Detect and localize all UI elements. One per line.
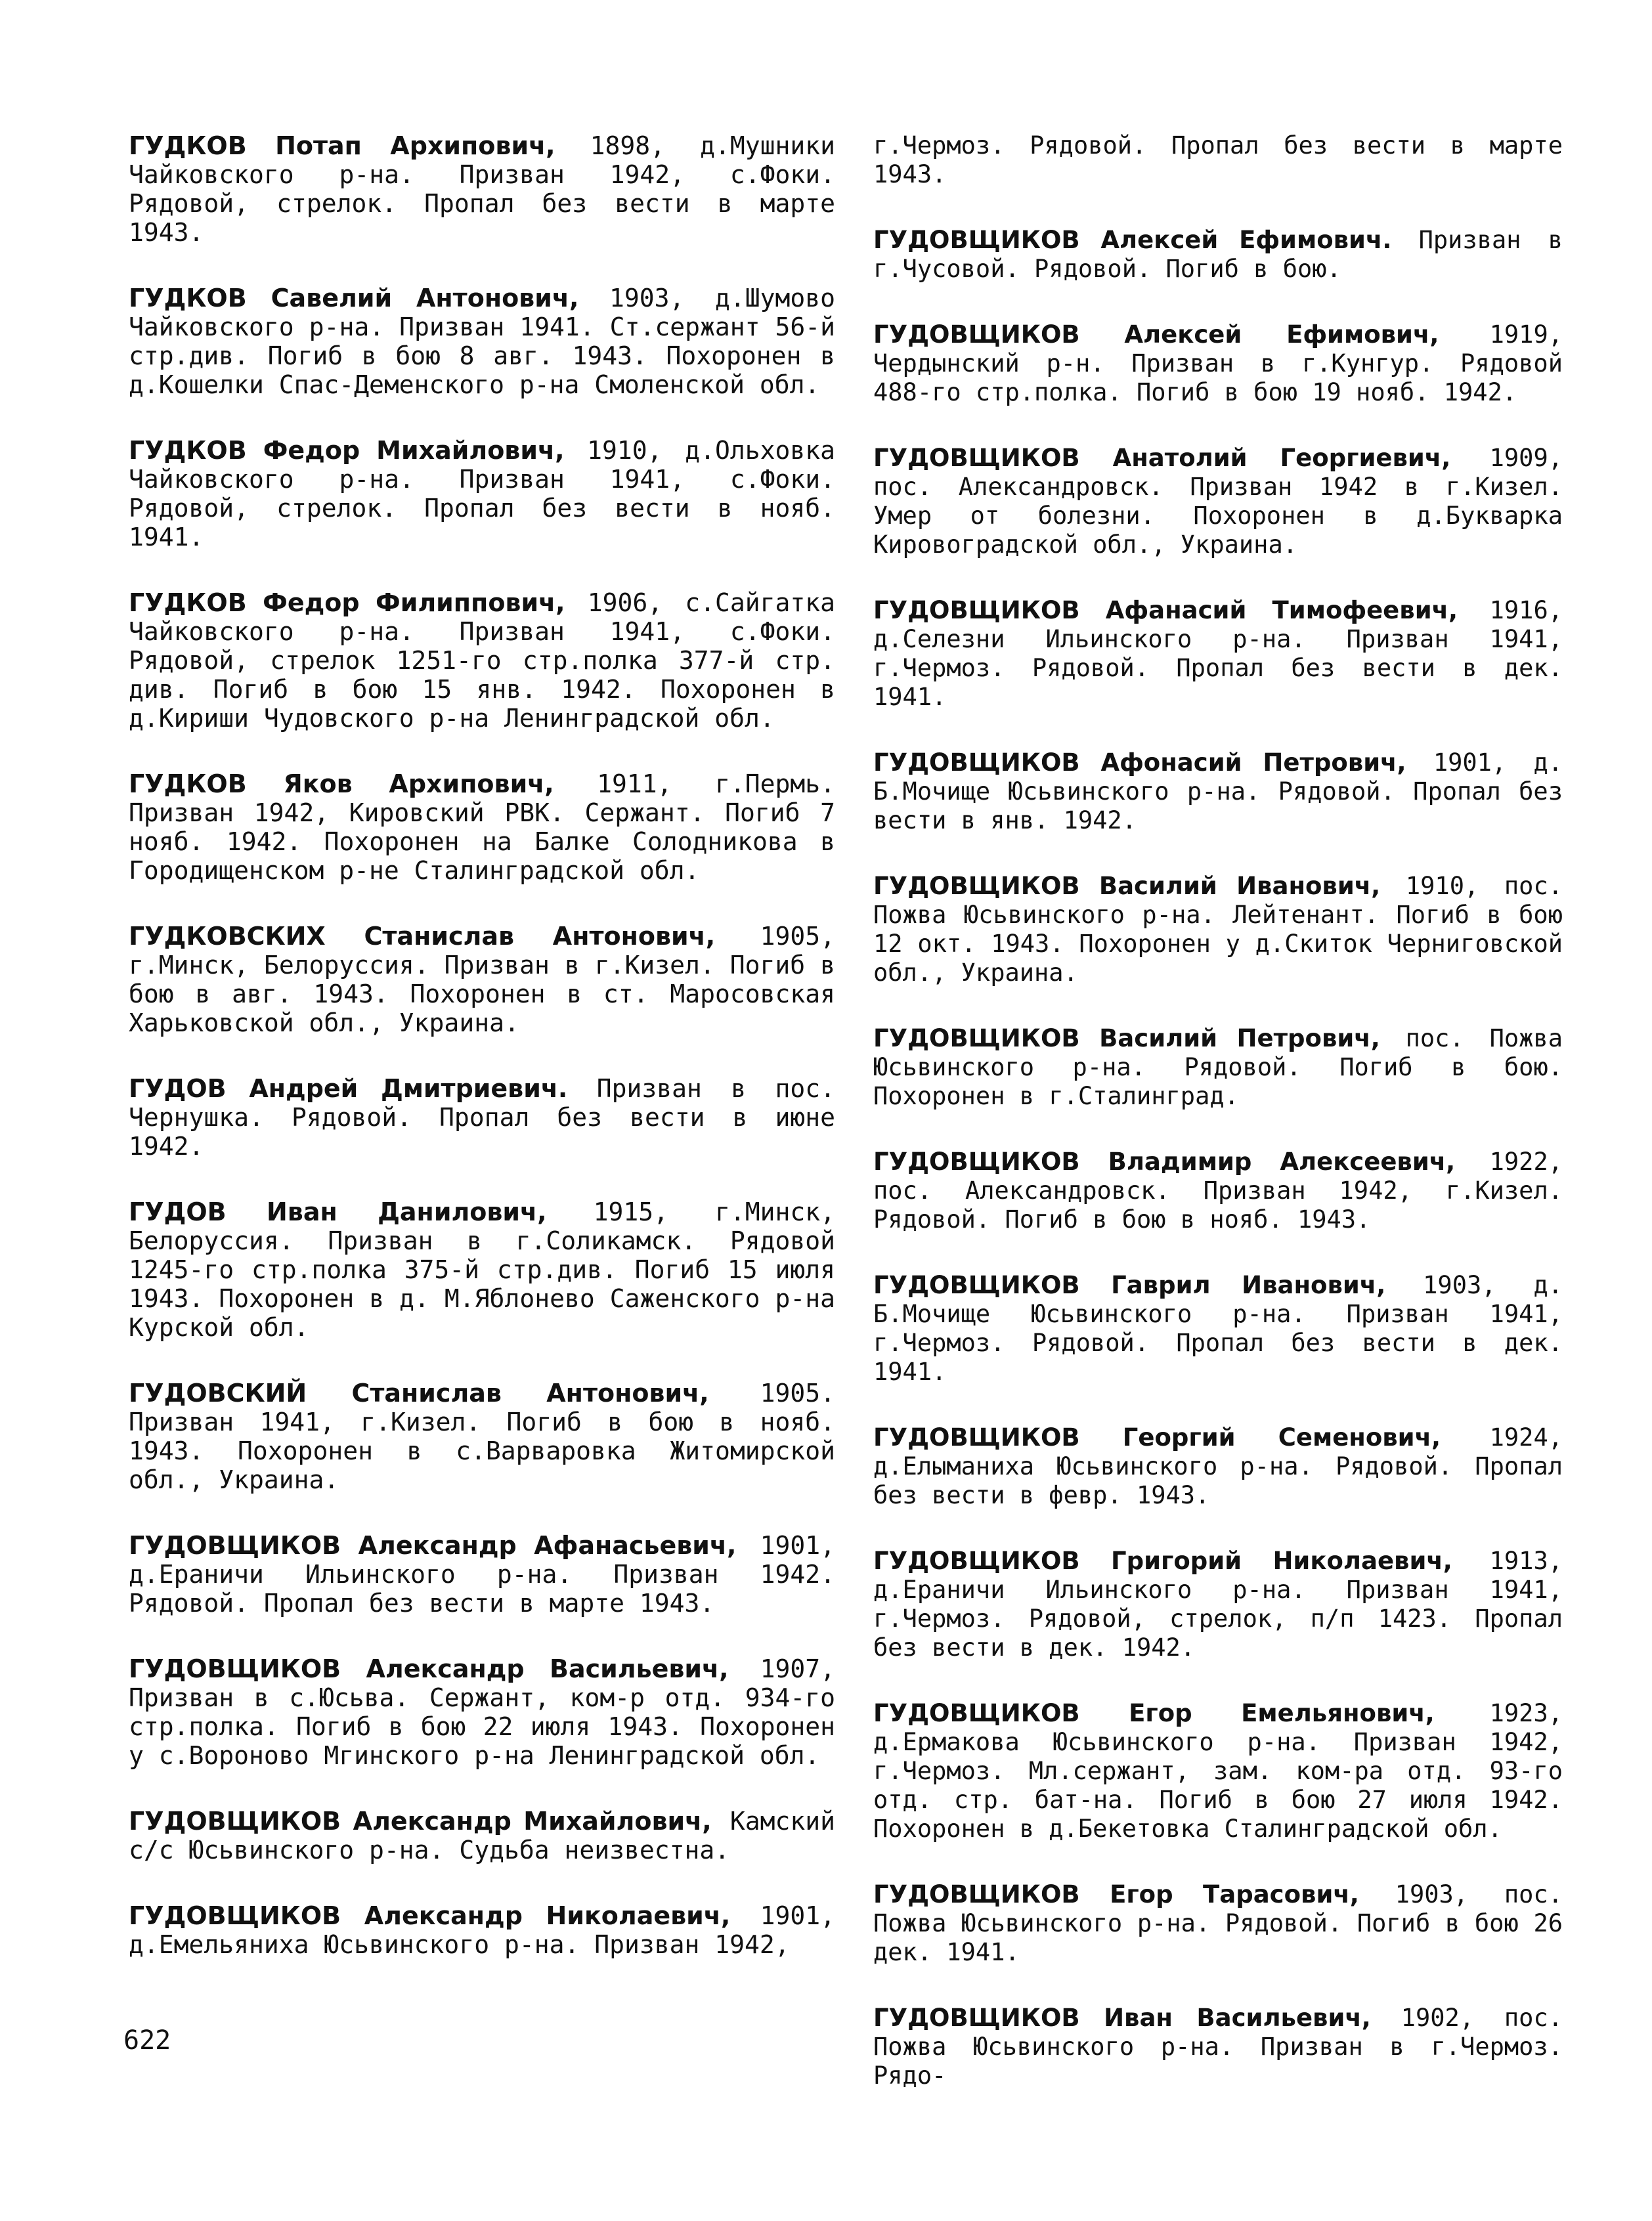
entry-name: ГУДКОВ Яков Архипович, bbox=[129, 769, 554, 798]
entry-text: 1911, г.Пермь. Призван 1942, Кировский РВК. Сержант. Погиб 7 нояб. 1942. Похоронен на Балке Солодникова в Городищенском р-не Сталинградской обл. bbox=[129, 769, 836, 885]
entry-name: ГУДКОВСКИХ Станислав Антонович, bbox=[129, 922, 716, 951]
entry-text: 1903, д. Б.Мочище Юсьвинского р-на. Призван 1941, г.Чермоз. Рядовой. Пропал без вести в дек. 1941. bbox=[873, 1271, 1563, 1386]
entry-name: ГУДОВЩИКОВ Егор Тарасович, bbox=[873, 1880, 1359, 1908]
entry bbox=[873, 1699, 1563, 1844]
entry-name: ГУДОВ Иван Данилович, bbox=[129, 1197, 547, 1226]
entry-text: 1915, г.Минск, Белоруссия. Призван в г.Соликамск. Рядовой 1245-го стр.полка 375-й стр.див. Погиб 15 июля 1943. Похоронен в д. М.Яблонево Саженского р-на Курской обл. bbox=[129, 1197, 835, 1342]
entry-text: Призван в г.Чусовой. Рядовой. Погиб в бою. bbox=[873, 226, 1563, 283]
entry-text: 1902, пос. Пожва Юсьвинского р-на. Призван в г.Чермоз. Рядо- bbox=[873, 2004, 1563, 2090]
entry-text: 1907, Призван в с.Юсьва. Сержант, ком-р отд. 934-го стр.полка. Погиб в бою 22 июля 1943. Похоронен у с.Вороново Мгинского р-на Ленинградской обл. bbox=[129, 1654, 835, 1770]
entry bbox=[873, 2004, 1563, 2090]
entry-name: ГУДОВ Андрей Дмитриевич. bbox=[129, 1074, 568, 1103]
entry-text: 1901, д.Ераничи Ильинского р-на. Призван 1942. Рядовой. Пропал без вести в марте 1943. bbox=[129, 1531, 835, 1618]
entry bbox=[129, 1901, 835, 1959]
entry bbox=[129, 1654, 835, 1770]
entry-name: ГУДОВЩИКОВ Гаврил Иванович, bbox=[873, 1271, 1386, 1299]
left-column bbox=[129, 131, 835, 1996]
entry bbox=[129, 1531, 835, 1618]
entry bbox=[873, 748, 1563, 835]
entry bbox=[873, 320, 1563, 407]
entry-text: 1923, д.Ермакова Юсьвинского р-на. Призван 1942, г.Чермоз. Мл.сержант, зам. ком-ра отд. 93-го отд. стр. бат-на. Погиб в бою 27 июля 1942. Похоронен в д.Бекетовка Сталинградской обл. bbox=[873, 1699, 1563, 1843]
entry-name: ГУДОВЩИКОВ Василий Иванович, bbox=[873, 872, 1381, 900]
entry-name: ГУДКОВ Потап Архипович, bbox=[129, 131, 555, 160]
entry bbox=[873, 1271, 1563, 1387]
entry-text: 1909, пос. Александровск. Призван 1942 в г.Кизел. Умер от болезни. Похоронен в д.Букварка Кировоградской обл., Украина. bbox=[873, 444, 1563, 559]
entry bbox=[129, 922, 835, 1037]
entry-name: ГУДОВЩИКОВ Георгий Семенович, bbox=[873, 1423, 1441, 1452]
entry-text: 1903, д.Шумово Чайковского р-на. Призван 1941. Ст.сержант 56-й стр.див. Погиб в бою 8 авг. 1943. Похоронен в д.Кошелки Спас-Деменского р-на Смоленской обл. bbox=[129, 284, 835, 399]
entry-name: ГУДОВЩИКОВ Иван Васильевич, bbox=[873, 2004, 1371, 2032]
entry-text: 1916, д.Селезни Ильинского р-на. Призван 1941, г.Чермоз. Рядовой. Пропал без вести в дек. 1941. bbox=[873, 596, 1563, 711]
entry-text: 1906, с.Сайгатка Чайковского р-на. Призван 1941, с.Фоки. Рядовой, стрелок 1251-го стр.полка 377-й стр. див. Погиб в бою 15 янв. 1942. Похоронен в д.Кириши Чудовского р-на Ленинградской обл. bbox=[129, 588, 835, 733]
entry-text: 1910, д.Ольховка Чайковского р-на. Призван 1941, с.Фоки. Рядовой, стрелок. Пропал без вести в нояб. 1941. bbox=[129, 436, 835, 551]
entry-text: 1901, д. Б.Мочище Юсьвинского р-на. Рядовой. Пропал без вести в янв. 1942. bbox=[873, 748, 1563, 834]
entry-name: ГУДОВЩИКОВ Василий Петрович, bbox=[873, 1024, 1380, 1052]
entry-name: ГУДОВЩИКОВ Владимир Алексеевич, bbox=[873, 1148, 1456, 1176]
entry bbox=[873, 1024, 1563, 1111]
page-number: 622 bbox=[123, 2025, 171, 2056]
entry bbox=[873, 1880, 1563, 1967]
entry bbox=[873, 1423, 1563, 1510]
entry bbox=[873, 444, 1563, 559]
entry bbox=[129, 131, 835, 247]
entry bbox=[873, 131, 1563, 189]
entry-name: ГУДОВЩИКОВ Афонасий Петрович, bbox=[873, 748, 1406, 777]
entry bbox=[129, 1379, 835, 1494]
entry-text: 1924, д.Елыманиха Юсьвинского р-на. Рядовой. Пропал без вести в февр. 1943. bbox=[873, 1423, 1563, 1509]
entry-name: ГУДОВЩИКОВ Григорий Николаевич, bbox=[873, 1547, 1452, 1575]
entry-text: Призван в пос. Чернушка. Рядовой. Пропал без вести в июне 1942. bbox=[129, 1074, 836, 1161]
entry-text: Камский с/с Юсьвинского р-на. Судьба неизвестна. bbox=[129, 1807, 835, 1865]
entry bbox=[129, 436, 835, 551]
entry bbox=[129, 1197, 835, 1342]
entry-text: 1901, д.Емельяниха Юсьвинского р-на. Призван 1942, bbox=[129, 1901, 835, 1959]
entry bbox=[873, 226, 1563, 284]
entry-name: ГУДОВЩИКОВ Анатолий Георгиевич, bbox=[873, 444, 1451, 472]
entry-text: 1898, д.Мушники Чайковского р-на. Призван 1942, с.Фоки. Рядовой, стрелок. Пропал без вести в марте 1943. bbox=[129, 131, 836, 247]
entry-text: 1913, д.Ераничи Ильинского р-на. Призван 1941, г.Чермоз. Рядовой, стрелок, п/п 1423. Пропал без вести в дек. 1942. bbox=[873, 1547, 1563, 1662]
entry-name: ГУДОВЩИКОВ Алексей Ефимович, bbox=[873, 320, 1439, 349]
entry-text: 1905, г.Минск, Белоруссия. Призван в г.Кизел. Погиб в бою в авг. 1943. Похоронен в ст. Маросовская Харьковской обл., Украина. bbox=[129, 922, 835, 1037]
entry-text: г.Чермоз. Рядовой. Пропал без вести в марте 1943. bbox=[873, 131, 1563, 188]
entry bbox=[129, 284, 835, 399]
entry-text: 1910, пос. Пожва Юсьвинского р-на. Лейтенант. Погиб в бою 12 окт. 1943. Похоронен у д.Скиток Черниговской обл., Украина. bbox=[873, 872, 1563, 987]
entry-text: 1919, Чердынский р-н. Призван в г.Кунгур. Рядовой 488-го стр.полка. Погиб в бою 19 нояб. 1942. bbox=[873, 320, 1563, 406]
entry-name: ГУДОВЩИКОВ Александр Афанасьевич, bbox=[129, 1531, 737, 1560]
entry bbox=[873, 1547, 1563, 1662]
entry bbox=[129, 1074, 835, 1161]
entry-name: ГУДОВЩИКОВ Александр Михайлович, bbox=[129, 1807, 712, 1836]
entry bbox=[873, 872, 1563, 987]
right-column bbox=[873, 131, 1563, 2127]
entry-name: ГУДКОВ Савелий Антонович, bbox=[129, 284, 579, 313]
entry-text: пос. Пожва Юсьвинского р-на. Рядовой. Погиб в бою. Похоронен в г.Сталинград. bbox=[873, 1024, 1563, 1110]
entry-name: ГУДКОВ Федор Филиппович, bbox=[129, 588, 565, 617]
entry-text: 1903, пос. Пожва Юсьвинского р-на. Рядовой. Погиб в бою 26 дек. 1941. bbox=[873, 1880, 1563, 1966]
entry bbox=[873, 1148, 1563, 1234]
entry-name: ГУДОВСКИЙ Станислав Антонович, bbox=[129, 1379, 709, 1408]
entry-name: ГУДОВЩИКОВ Алексей Ефимович. bbox=[873, 226, 1392, 254]
entry-name: ГУДОВЩИКОВ Егор Емельянович, bbox=[873, 1699, 1435, 1727]
entry-name: ГУДОВЩИКОВ Александр Николаевич, bbox=[129, 1901, 731, 1930]
entry-text: 1905. Призван 1941, г.Кизел. Погиб в бою в нояб. 1943. Похоронен в с.Варваровка Житомирской обл., Украина. bbox=[129, 1379, 835, 1494]
entry bbox=[873, 596, 1563, 712]
entry-text: 1922, пос. Александровск. Призван 1942, г.Кизел. Рядовой. Погиб в бою в нояб. 1943. bbox=[873, 1148, 1563, 1234]
entry bbox=[129, 1807, 835, 1865]
entry bbox=[129, 588, 835, 733]
entry-name: ГУДОВЩИКОВ Афанасий Тимофеевич, bbox=[873, 596, 1458, 624]
entry-name: ГУДКОВ Федор Михайлович, bbox=[129, 436, 565, 465]
entry bbox=[129, 769, 835, 885]
entry-name: ГУДОВЩИКОВ Александр Васильевич, bbox=[129, 1654, 729, 1683]
